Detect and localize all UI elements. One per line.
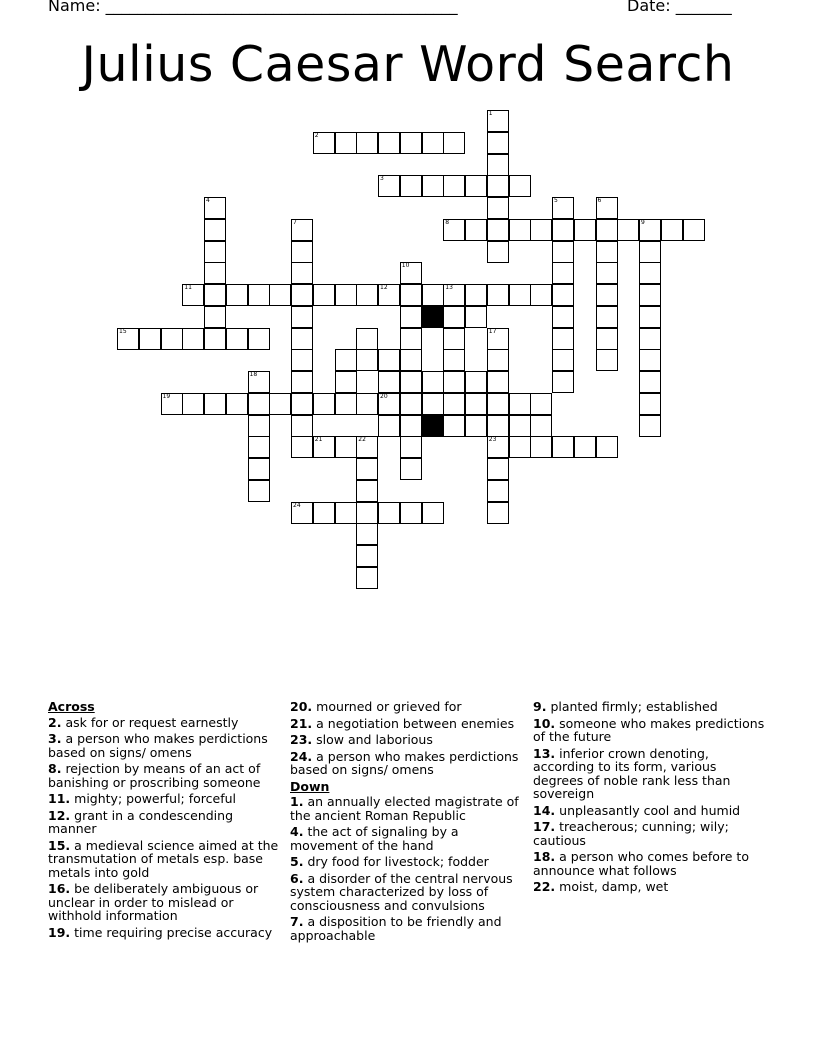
grid-number: 23: [488, 436, 497, 444]
grid-cell[interactable]: [204, 328, 226, 350]
grid-number: 2: [314, 131, 319, 139]
grid-cell[interactable]: [356, 545, 378, 567]
grid-cell[interactable]: [400, 436, 422, 458]
grid-cell[interactable]: [291, 415, 313, 437]
grid-cell[interactable]: [356, 480, 378, 502]
grid-cell[interactable]: [552, 328, 574, 350]
grid-cell[interactable]: [596, 284, 618, 306]
grid-cell[interactable]: [204, 219, 226, 241]
grid-cell[interactable]: [356, 436, 378, 458]
grid-cell[interactable]: [291, 262, 313, 284]
grid-cell[interactable]: [596, 219, 618, 241]
clue-down-18: 18. a person who comes before to announce what follows: [533, 849, 749, 878]
grid-cell[interactable]: [400, 132, 422, 154]
grid-cell[interactable]: [248, 480, 270, 502]
grid-cell-black: [422, 415, 444, 437]
page-title: Julius Caesar Word Search: [81, 36, 735, 93]
grid-cell[interactable]: [596, 197, 618, 219]
grid-cell[interactable]: [661, 219, 683, 241]
grid-cell[interactable]: [400, 371, 422, 393]
grid-cell[interactable]: [552, 306, 574, 328]
grid-number: 15: [119, 327, 127, 335]
clue-down-1: 1. an annually elected magistrate of the ancient Roman Republic: [290, 794, 519, 823]
grid-cell[interactable]: [509, 436, 531, 458]
grid-cell[interactable]: [356, 284, 378, 306]
grid-cell[interactable]: [509, 175, 531, 197]
clues-column-2: [290, 700, 526, 945]
clue-across-3: 3. a person who makes perdictions based on signs/ omens: [48, 731, 268, 760]
grid-cell[interactable]: [269, 393, 291, 415]
grid-cell[interactable]: [291, 502, 313, 524]
grid-cell[interactable]: [443, 306, 465, 328]
grid-cell[interactable]: [313, 132, 335, 154]
grid-cell[interactable]: [596, 241, 618, 263]
clue-across-16: 16. be deliberately ambiguous or unclear in order to mislead or withhold information: [48, 881, 259, 923]
grid-cell[interactable]: [204, 306, 226, 328]
grid-cell[interactable]: [639, 371, 661, 393]
grid-cell[interactable]: [465, 415, 487, 437]
grid-cell[interactable]: [443, 219, 465, 241]
grid-number: 4: [206, 197, 210, 204]
grid-cell[interactable]: [443, 371, 465, 393]
grid-cell[interactable]: [356, 393, 378, 415]
grid-cell[interactable]: [356, 132, 378, 154]
clue-down-7: 7. a disposition to be friendly and approachable: [290, 914, 502, 943]
grid-cell[interactable]: [639, 241, 661, 263]
grid-cell[interactable]: [248, 371, 270, 393]
grid-cell[interactable]: [487, 284, 509, 306]
grid-cell[interactable]: [248, 393, 270, 415]
grid-cell[interactable]: [639, 349, 661, 371]
grid-cell[interactable]: [313, 393, 335, 415]
grid-cell[interactable]: [356, 502, 378, 524]
grid-cell[interactable]: [552, 371, 574, 393]
grid-cell[interactable]: [117, 328, 139, 350]
grid-cell[interactable]: [596, 328, 618, 350]
grid-cell[interactable]: [400, 262, 422, 284]
grid-cell[interactable]: [422, 175, 444, 197]
grid-cell[interactable]: [639, 328, 661, 350]
grid-cell[interactable]: [378, 175, 400, 197]
grid-cell[interactable]: [182, 328, 204, 350]
grid-cell[interactable]: [509, 393, 531, 415]
grid-cell[interactable]: [356, 349, 378, 371]
grid-number: 24: [293, 501, 301, 509]
grid-cell[interactable]: [487, 436, 509, 458]
grid-cell[interactable]: [291, 328, 313, 350]
grid-cell[interactable]: [356, 328, 378, 350]
clue-across-24: 24. a person who makes perdictions based on signs/ omens: [290, 748, 519, 777]
clue-down-10: 10. someone who makes predictions of the future: [533, 715, 765, 744]
grid-cell[interactable]: [530, 415, 552, 437]
grid-cell[interactable]: [204, 284, 226, 306]
grid-cell[interactable]: [443, 415, 465, 437]
grid-cell[interactable]: [487, 154, 509, 176]
grid-cell[interactable]: [487, 110, 509, 132]
grid-number: 13: [445, 284, 453, 291]
grid-cell[interactable]: [378, 371, 400, 393]
grid-cell[interactable]: [313, 502, 335, 524]
down-heading: Down: [290, 778, 330, 794]
grid-cell[interactable]: [400, 393, 422, 415]
grid-cell-black: [422, 306, 444, 328]
grid-cell[interactable]: [400, 175, 422, 197]
grid-cell[interactable]: [378, 132, 400, 154]
grid-cell[interactable]: [378, 502, 400, 524]
grid-number: 22: [358, 436, 366, 444]
grid-cell[interactable]: [422, 393, 444, 415]
grid-cell[interactable]: [509, 219, 531, 241]
grid-number: 20: [380, 392, 388, 400]
clue-across-20: 20. mourned or grieved for: [290, 699, 462, 714]
grid-cell[interactable]: [291, 306, 313, 328]
grid-cell[interactable]: [335, 393, 357, 415]
grid-cell[interactable]: [400, 284, 422, 306]
grid-cell[interactable]: [400, 306, 422, 328]
grid-cell[interactable]: [443, 393, 465, 415]
clue-across-19: 19. time requiring precise accuracy: [48, 924, 273, 940]
grid-cell[interactable]: [596, 436, 618, 458]
grid-cell[interactable]: [422, 132, 444, 154]
grid-cell[interactable]: [443, 349, 465, 371]
grid-cell[interactable]: [639, 284, 661, 306]
grid-cell[interactable]: [509, 415, 531, 437]
grid-cell[interactable]: [291, 219, 313, 241]
clue-across-15: 15. a medieval science aimed at the transmutation of metals esp. base metals into gold: [48, 837, 279, 880]
grid-cell[interactable]: [443, 175, 465, 197]
grid-cell[interactable]: [291, 393, 313, 415]
clue-down-9: 9. planted firmly; established: [533, 699, 718, 714]
grid-cell[interactable]: [378, 393, 400, 415]
grid-cell[interactable]: [487, 458, 509, 480]
grid-cell[interactable]: [465, 393, 487, 415]
grid-cell[interactable]: [596, 349, 618, 371]
grid-cell[interactable]: [356, 567, 378, 589]
grid-cell[interactable]: [291, 284, 313, 306]
grid-cell[interactable]: [487, 175, 509, 197]
grid-cell[interactable]: [552, 241, 574, 263]
clue-down-22: 22. moist, damp, wet: [533, 879, 669, 894]
grid-cell[interactable]: [509, 284, 531, 306]
grid-cell[interactable]: [422, 371, 444, 393]
grid-cell[interactable]: [552, 436, 574, 458]
grid-cell[interactable]: [422, 502, 444, 524]
grid-cell[interactable]: [226, 393, 248, 415]
grid-cell[interactable]: [248, 284, 270, 306]
grid-cell[interactable]: [335, 502, 357, 524]
grid-number: 6: [597, 197, 602, 204]
grid-cell[interactable]: [465, 371, 487, 393]
grid-number: 5: [554, 197, 558, 204]
grid-cell[interactable]: [465, 306, 487, 328]
grid-cell[interactable]: [313, 436, 335, 458]
grid-cell[interactable]: [400, 415, 422, 437]
grid-cell[interactable]: [465, 219, 487, 241]
grid-number: 21: [314, 436, 323, 444]
grid-cell[interactable]: [356, 458, 378, 480]
grid-cell[interactable]: [313, 284, 335, 306]
grid-cell[interactable]: [182, 393, 204, 415]
grid-number: 17: [488, 327, 497, 335]
grid-number: 19: [162, 392, 171, 400]
grid-cell[interactable]: [443, 284, 465, 306]
grid-number: 1: [488, 110, 493, 117]
grid-cell[interactable]: [204, 393, 226, 415]
grid-cell[interactable]: [356, 523, 378, 545]
grid-cell[interactable]: [487, 241, 509, 263]
grid-cell[interactable]: [291, 436, 313, 458]
grid-cell[interactable]: [574, 219, 596, 241]
clue-down-5: 5. dry food for livestock; fodder: [290, 854, 489, 869]
grid-cell[interactable]: [552, 219, 574, 241]
clue-across-21: 21. a negotiation between enemies: [290, 715, 515, 731]
grid-number: 9: [641, 218, 645, 226]
grid-cell[interactable]: [335, 436, 357, 458]
grid-cell[interactable]: [335, 132, 357, 154]
grid-cell[interactable]: [335, 284, 357, 306]
grid-cell[interactable]: [530, 393, 552, 415]
grid-cell[interactable]: [139, 328, 161, 350]
grid-cell[interactable]: [530, 284, 552, 306]
grid-cell[interactable]: [161, 393, 183, 415]
grid-cell[interactable]: [487, 328, 509, 350]
clue-down-4: 4. the act of signaling by a movement of the hand: [290, 824, 459, 853]
clues-column-3: [533, 700, 769, 897]
grid-cell[interactable]: [574, 436, 596, 458]
grid-number: 12: [380, 284, 388, 291]
grid-cell[interactable]: [487, 197, 509, 219]
grid-cell[interactable]: [487, 502, 509, 524]
grid-cell[interactable]: [269, 284, 291, 306]
grid-cell[interactable]: [465, 284, 487, 306]
grid-cell[interactable]: [487, 219, 509, 241]
grid-cell[interactable]: [552, 284, 574, 306]
grid-cell[interactable]: [487, 415, 509, 437]
grid-number: 18: [249, 371, 258, 378]
grid-number: 7: [293, 218, 297, 226]
grid-cell[interactable]: [530, 436, 552, 458]
grid-cell[interactable]: [443, 328, 465, 350]
grid-cell[interactable]: [291, 371, 313, 393]
grid-cell[interactable]: [639, 393, 661, 415]
grid-cell[interactable]: [204, 262, 226, 284]
grid-cell[interactable]: [335, 349, 357, 371]
grid-cell[interactable]: [161, 328, 183, 350]
clue-across-11: 11. mighty; powerful; forceful: [48, 791, 237, 806]
grid-cell[interactable]: [639, 262, 661, 284]
grid-cell[interactable]: [639, 306, 661, 328]
clue-down-6: 6. a disorder of the central nervous system characterized by loss of consciousness and convulsions: [290, 870, 513, 913]
grid-cell[interactable]: [443, 132, 465, 154]
grid-cell[interactable]: [617, 219, 639, 241]
grid-cell[interactable]: [226, 328, 248, 350]
grid-cell[interactable]: [400, 502, 422, 524]
clue-across-23: 23. slow and laborious: [290, 732, 433, 747]
name-field[interactable]: Name: ____________________________________________: [48, 0, 458, 15]
clue-across-2: 2. ask for or request earnestly: [48, 714, 239, 730]
grid-cell[interactable]: [378, 415, 400, 437]
grid-cell[interactable]: [226, 284, 248, 306]
grid-cell[interactable]: [291, 349, 313, 371]
clue-down-13: 13. inferior crown denoting, according to its form, various degrees of noble rank less than sovereign: [533, 745, 731, 801]
grid-cell[interactable]: [552, 197, 574, 219]
grid-cell[interactable]: [596, 306, 618, 328]
clues-column-1: [48, 700, 284, 942]
grid-cell[interactable]: [248, 436, 270, 458]
grid-cell[interactable]: [487, 132, 509, 154]
grid-cell[interactable]: [683, 219, 705, 241]
grid-cell[interactable]: [596, 262, 618, 284]
grid-cell[interactable]: [639, 415, 661, 437]
grid-cell[interactable]: [552, 349, 574, 371]
across-heading: Across: [48, 699, 95, 714]
grid-cell[interactable]: [291, 241, 313, 263]
grid-cell[interactable]: [487, 349, 509, 371]
grid-cell[interactable]: [400, 349, 422, 371]
grid-number: 10: [401, 262, 410, 270]
clue-down-17: 17. treacherous; cunning; wily; cautious: [533, 819, 729, 848]
grid-cell[interactable]: [204, 197, 226, 219]
grid-cell[interactable]: [487, 393, 509, 415]
grid-cell[interactable]: [400, 328, 422, 350]
grid-cell[interactable]: [487, 480, 509, 502]
grid-cell[interactable]: [639, 219, 661, 241]
grid-cell[interactable]: [248, 458, 270, 480]
clue-down-14: 14. unpleasantly cool and humid: [533, 802, 741, 818]
grid-cell[interactable]: [487, 371, 509, 393]
grid-number: 11: [184, 284, 192, 291]
grid-cell[interactable]: [530, 219, 552, 241]
grid-cell[interactable]: [335, 371, 357, 393]
grid-cell[interactable]: [182, 284, 204, 306]
clue-across-12: 12. grant in a condescending manner: [48, 807, 234, 836]
grid-number: 8: [445, 218, 450, 226]
grid-cell[interactable]: [204, 241, 226, 263]
grid-cell[interactable]: [248, 328, 270, 350]
date-field[interactable]: Date: _______: [627, 0, 732, 15]
grid-cell[interactable]: [378, 284, 400, 306]
grid-cell[interactable]: [465, 175, 487, 197]
grid-cell[interactable]: [422, 284, 444, 306]
grid-cell[interactable]: [552, 262, 574, 284]
grid-cell[interactable]: [248, 415, 270, 437]
clue-across-8: 8. rejection by means of an act of banishing or proscribing someone: [48, 761, 261, 790]
grid-number: 3: [380, 175, 384, 183]
grid-cell[interactable]: [400, 458, 422, 480]
grid-cell[interactable]: [378, 349, 400, 371]
